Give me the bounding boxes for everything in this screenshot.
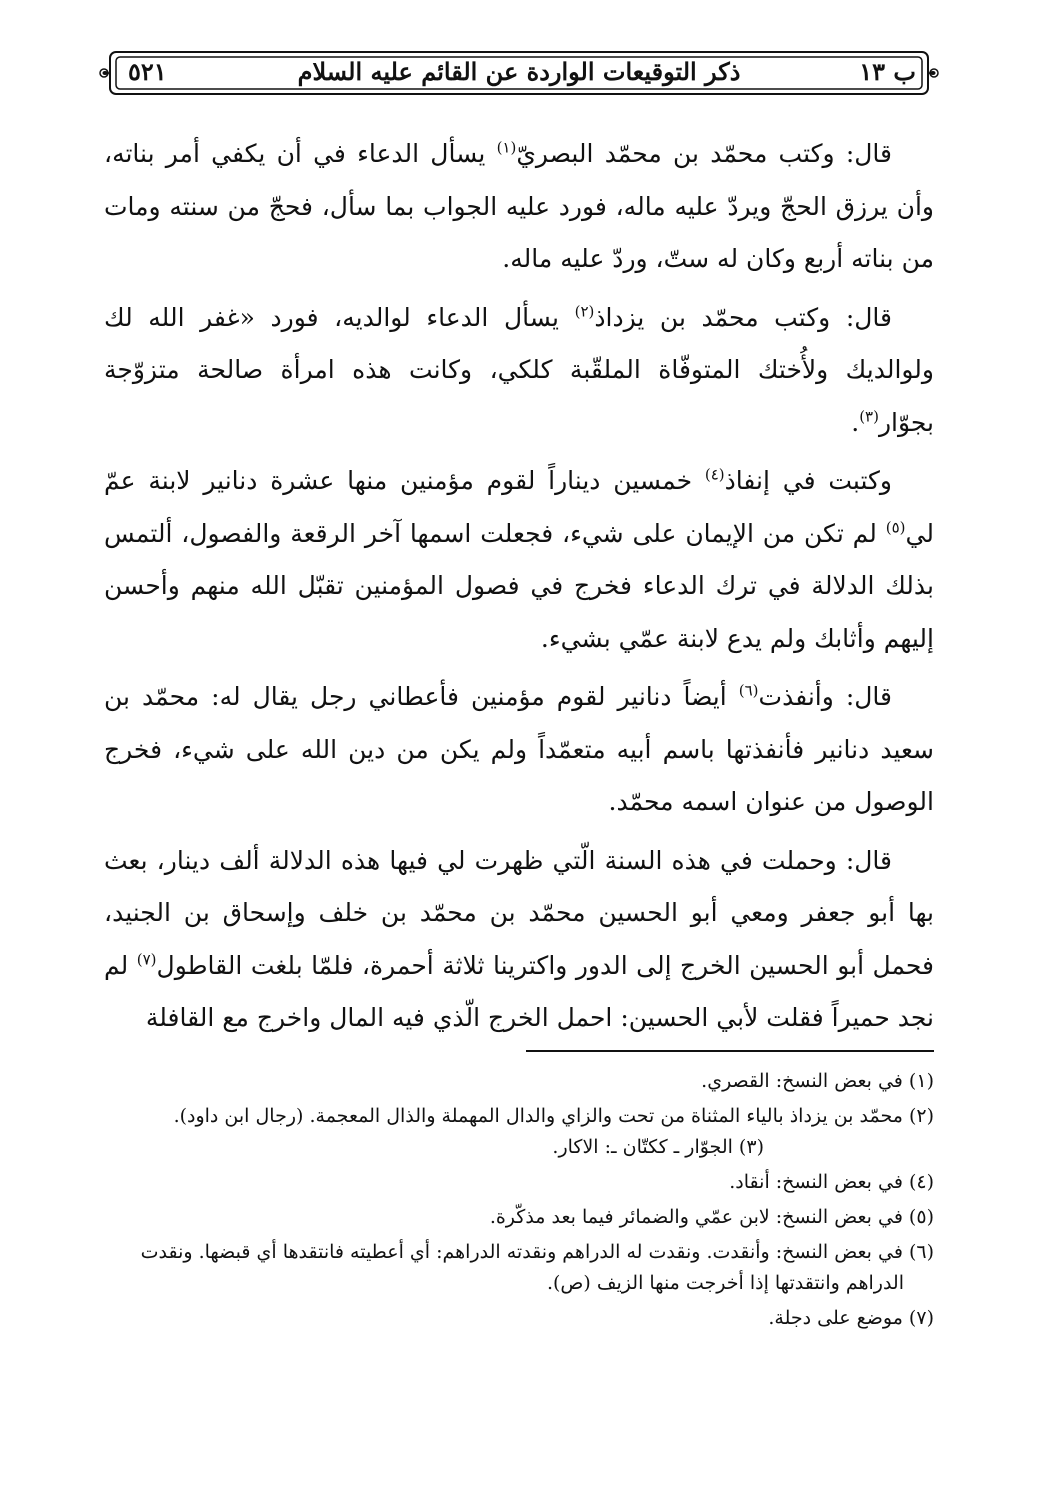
running-header: [96, 48, 942, 98]
footnote-item: (١) في بعض النسخ: القصري.: [701, 1070, 934, 1092]
footnote-item: (٧) موضع على دجلة.: [768, 1307, 934, 1329]
footnote-ref: (٦): [738, 681, 759, 700]
paragraph-3: وكتبت في إنفاذ$^{(٤)}$ خمسين ديناراً لقوم مؤمنين منها عشرة دنانير لابنة عمّ لي$^{(٥)}$ لم تكن من الإيمان على شيء، فجعلت اسمها آخر الرقعة والفصول، ألتمس بذلك الدلالة في ترك الدعاء فخرج في فصول المؤمنين تقبّل الله منهم وأحسن إليهم وأثابك ولم يدع لابنة عمّي بشيء.: [104, 465, 934, 653]
footnote-ref: (٧): [136, 950, 157, 969]
footnote-ref: (٤): [704, 465, 725, 484]
footnote-ref: (٥): [885, 518, 906, 537]
footnote-divider: [526, 1050, 934, 1052]
main-text: [104, 128, 934, 1051]
chapter-label: ب ١٣: [859, 57, 916, 86]
footnotes: [104, 1066, 934, 1338]
footnote-ref: (١): [496, 138, 517, 157]
footnote-item: (٤) في بعض النسخ: أنقاد.: [729, 1171, 934, 1193]
footnote-item: (٢) محمّد بن يزداذ بالياء المثناة من تحت والزاي والدال المهملة والذال المعجمة. (رجال ابن داود).(٣) الجوّار ـ ككتّان ـ: الاكار.: [104, 1101, 934, 1163]
footnote-item: (٥) في بعض النسخ: لابن عمّي والضمائر فيما بعد مذكّرة.: [489, 1206, 934, 1228]
paragraph-1: قال: وكتب محمّد بن محمّد البصريّ$^{(١)}$ يسأل الدعاء في أن يكفي أمر بناته، وأن يرزق الحجّ ويردّ عليه ماله، فورد عليه الجواب بما سأل، فحجّ من سنته ومات من بناته أربع وكان له ستّ، وردّ عليه ماله.: [104, 138, 934, 273]
paragraph-5: قال: وحملت في هذه السنة الّتي ظهرت لي فيها هذه الدلالة ألف دينار، بعث بها أبو جعفر ومعي أبو الحسين محمّد بن محمّد بن خلف وإسحاق بن الجنيد، فحمل أبو الحسين الخرج إلى الدور واكترينا ثلاثة أحمرة، فلمّا بلغت القاطول$^{(٧)}$ لم نجد حميراً فقلت لأبي الحسين: احمل الخرج الّذي فيه المال واخرج مع القافلة: [104, 845, 934, 1032]
page-number: ٥٢١: [128, 57, 167, 86]
footnote-ref: (٣): [859, 407, 879, 426]
footnote-ref: (٢): [574, 302, 595, 321]
footnote-item: (٦) في بعض النسخ: وأنقدت. ونقدت له الدراهم ونقدته الدراهم: أي أعطيته فانتقدها أي قبضها. ونقدت الدراهم وانتقدتها إذا أخرجت منها الزيف (ص).: [140, 1241, 934, 1294]
section-title: ذكر التوقيعات الواردة عن القائم عليه السلام: [297, 57, 741, 86]
footnote-item-inline: (٣) الجوّار ـ ككتّان ـ: الاكار.: [552, 1136, 764, 1158]
paragraph-4: قال: وأنفذت$^{(٦)}$ أيضاً دنانير لقوم مؤمنين فأعطاني رجل يقال له: محمّد بن سعيد دنانير فأنفذتها باسم أبيه متعمّداً ولم يكن من دين الله على شيء، فخرج الوصول من عنوان اسمه محمّد.: [104, 681, 934, 816]
paragraph-2: قال: وكتب محمّد بن يزداذ$^{(٢)}$ يسأل الدعاء لوالديه، فورد «غفر الله لك ولوالديك ولأُختك المتوفّاة الملقّبة كلكي، وكانت هذه امرأة صالحة متزوّجة بجوّار$^{(٣)}$.: [104, 302, 934, 437]
